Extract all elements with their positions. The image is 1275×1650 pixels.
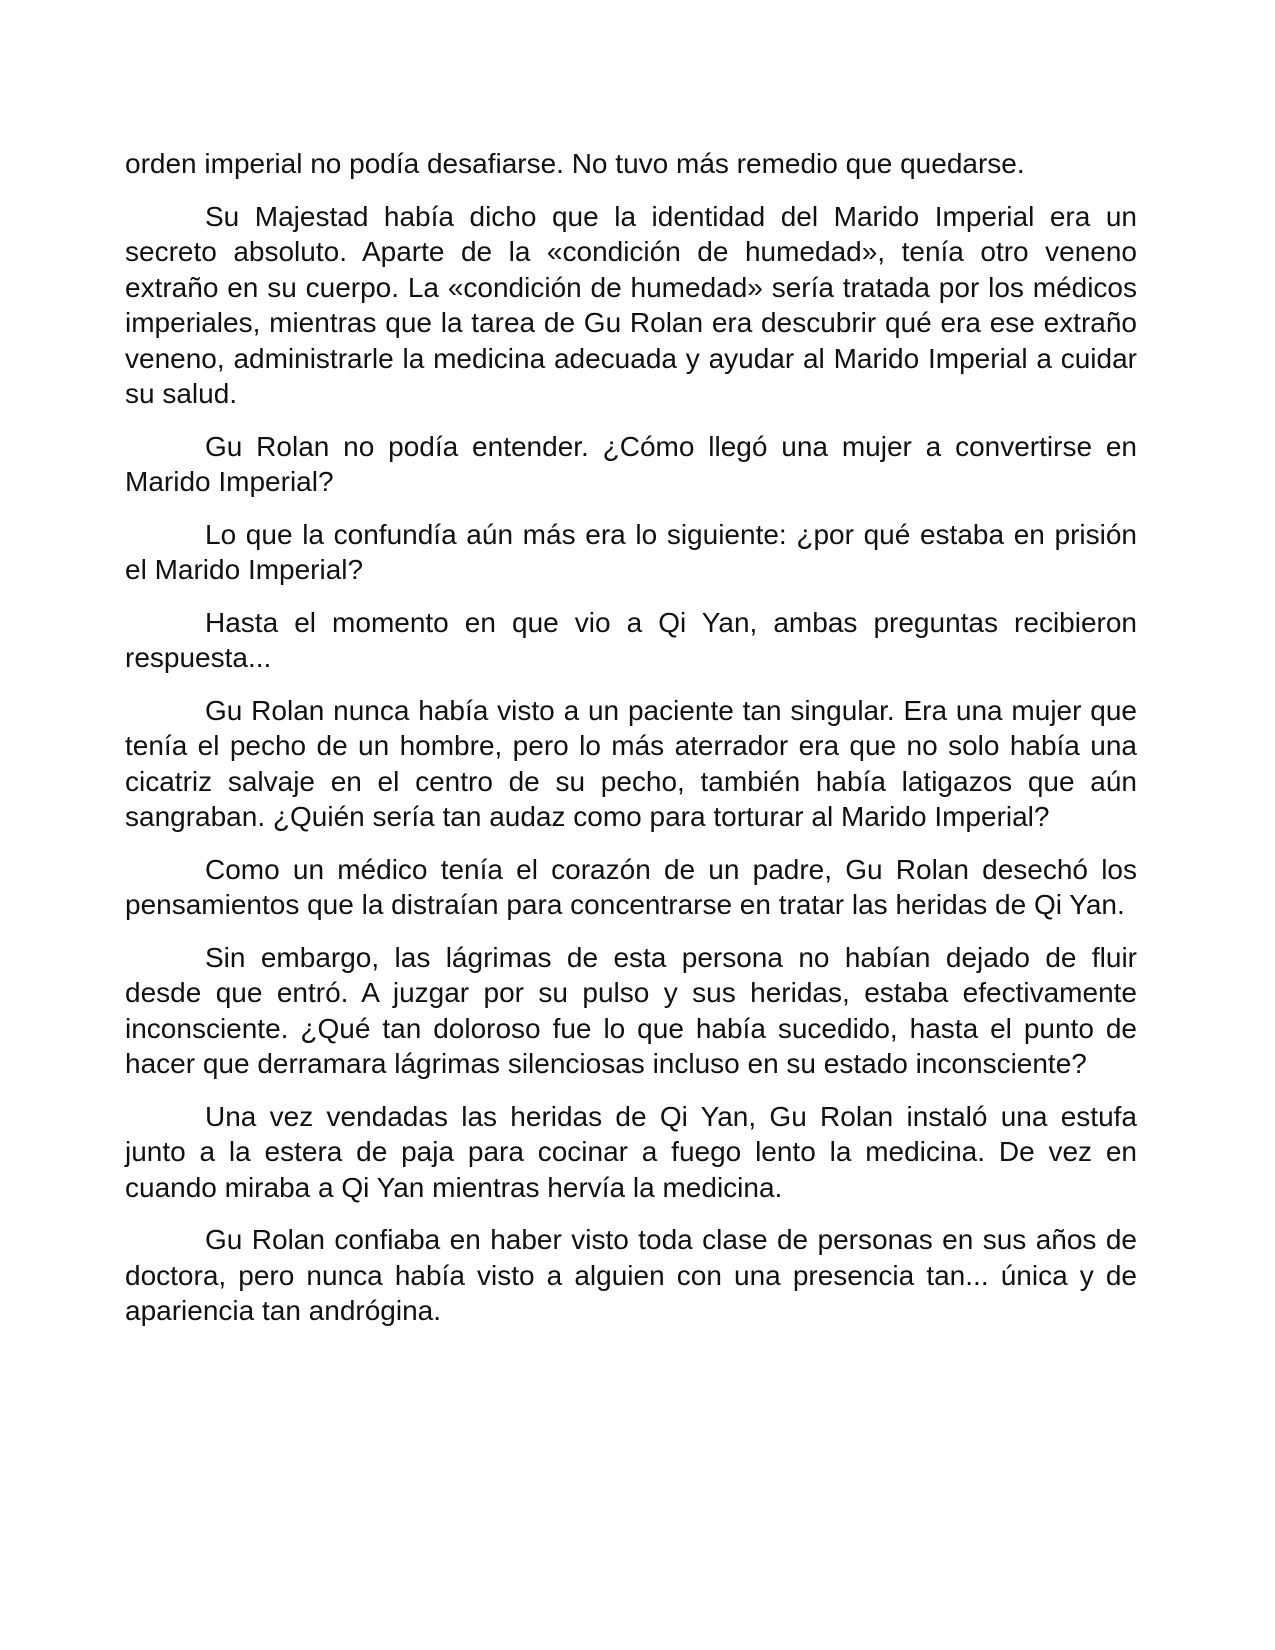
paragraph-10: Gu Rolan confiaba en haber visto toda clase de personas en sus años de doctora, pero nunca había visto a alguien con una presencia tan... única y de apariencia tan andrógina. [125, 1224, 1137, 1326]
paragraph-6: Gu Rolan nunca había visto a un paciente tan singular. Era una mujer que tenía el pecho de un hombre, pero lo más aterrador era que no solo había una cicatriz salvaje en el centro de su pecho, también había latigazos que aún sangraban. ¿Quién sería tan audaz como para torturar al Marido Imperial? [125, 694, 1137, 832]
paragraph-9: Una vez vendadas las heridas de Qi Yan, Gu Rolan instaló una estufa junto a la estera de paja para cocinar a fuego lento la medicina. De vez en cuando miraba a Qi Yan mientras hervía la medicina. [125, 1100, 1137, 1203]
paragraph-1: orden imperial no podía desafiarse. No tuvo más remedio que quedarse. [125, 148, 1025, 179]
paragraph-8: Sin embargo, las lágrimas de esta persona no habían dejado de fluir desde que entró. A juzgar por su pulso y sus heridas, estaba efectivamente inconsciente. ¿Qué tan doloroso fue lo que había sucedido, hasta el punto de hacer que derramara lágrimas silenciosas incluso en su estado inconsciente? [125, 941, 1137, 1079]
paragraph-3: Gu Rolan no podía entender. ¿Cómo llegó una mujer a convertirse en Marido Imperial? [125, 430, 1137, 497]
paragraph-2: Su Majestad había dicho que la identidad del Marido Imperial era un secreto absoluto. Aparte de la «condición de humedad», tenía otro veneno extraño en su cuerpo. La «condición de humedad» sería tratada por los médicos imperiales, mientras que la tarea de Gu Rolan era descubrir qué era ese extraño veneno, administrarle la medicina adecuada y ayudar al Marido Imperial a cuidar su salud. [125, 200, 1137, 409]
document-page [125, 146, 1137, 1346]
paragraph-4: Lo que la confundía aún más era lo siguiente: ¿por qué estaba en prisión el Marido Imperial? [125, 518, 1137, 585]
paragraph-7: Como un médico tenía el corazón de un padre, Gu Rolan desechó los pensamientos que la distraían para concentrarse en tratar las heridas de Qi Yan. [125, 853, 1137, 920]
paragraph-5: Hasta el momento en que vio a Qi Yan, ambas preguntas recibieron respuesta... [125, 606, 1137, 673]
